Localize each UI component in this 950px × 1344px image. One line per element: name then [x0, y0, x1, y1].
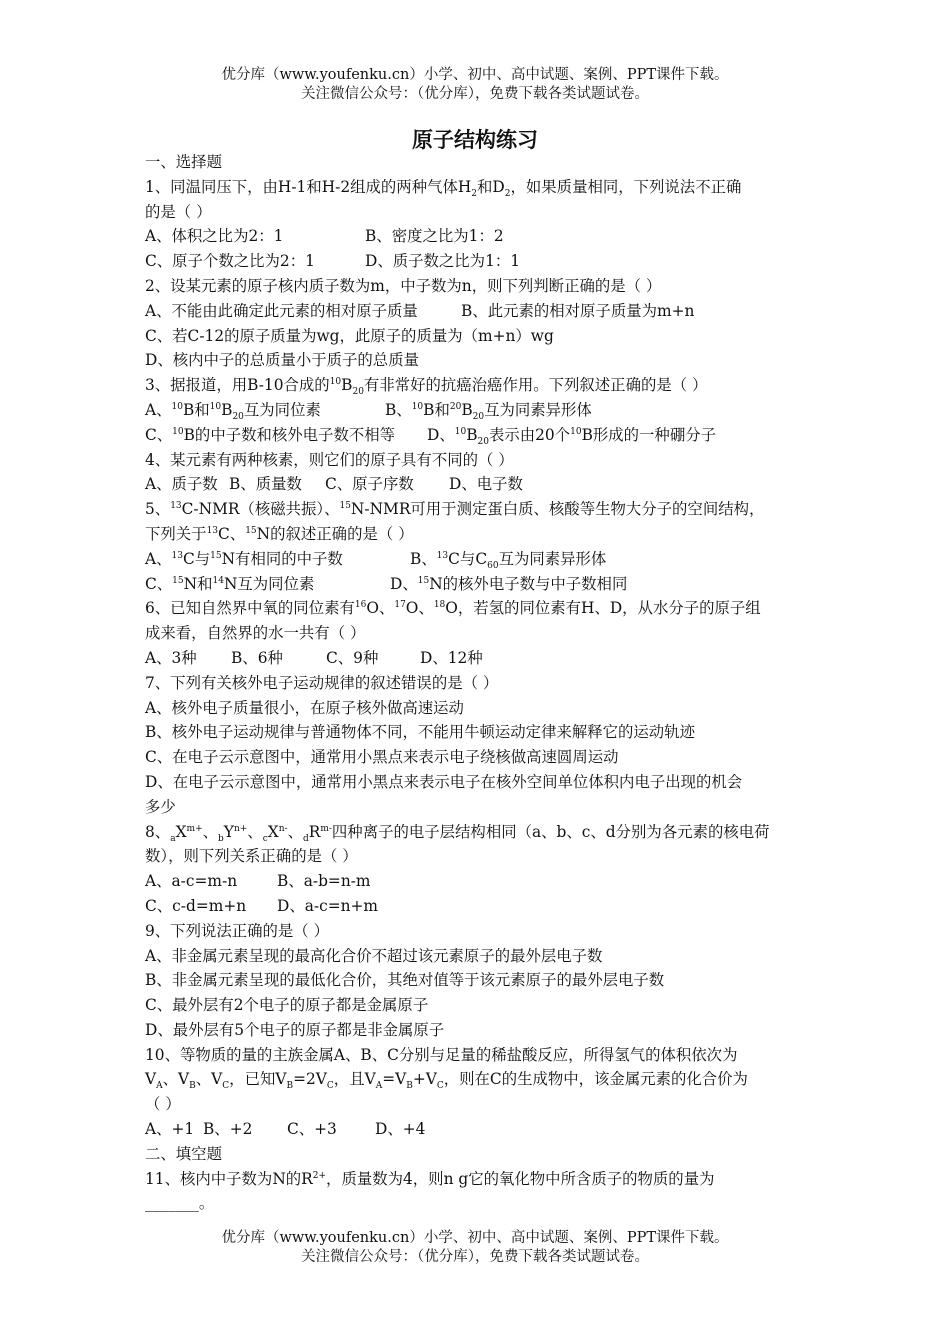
question-7-option-d: D、在电子云示意图中，通常用小黑点来表示电子在核外空间单位体积内电子出现的机会: [145, 772, 743, 791]
page-footer: [0, 1229, 950, 1267]
page-header: [0, 66, 950, 104]
question-4-stem: 4、某元素有两种核素，则它们的原子具有不同的（ ）: [145, 450, 514, 469]
question-7-option-d-cont: 多少: [145, 797, 176, 816]
question-5-stem-cont: 下列关于$^{13}$C、$^{15}$N的叙述正确的是（ ）: [145, 524, 414, 543]
question-6-options: A、3种 B、6种 C、9种 D、12种: [145, 648, 483, 667]
question-2-stem: 2、设某元素的原子核内质子数为m，中子数为n，则下列判断正确的是（ ）: [145, 276, 662, 295]
question-9-option-a: A、非金属元素呈现的最高化合价不超过该元素原子的最外层电子数: [145, 946, 603, 965]
question-7-option-b: B、核外电子运动规律与普通物体不同，不能用牛顿运动定律来解释它的运动轨迹: [145, 723, 695, 742]
document-title: 原子结构练习: [412, 128, 538, 152]
question-6-stem: 6、已知自然界中氧的同位素有$^{16}$O、$^{17}$O、$^{18}$O，若氢的同位素有H、D，从水分子的原子组: [145, 599, 761, 618]
question-3-options-cd: C、$^{10}$B的中子数和核外电子数不相等 D、$^{10}B_{20}$表示由20个$^{10}$B形成的一种硼分子: [145, 425, 716, 447]
question-8-options-cd: C、c-d=m+n D、a-c=n+m: [145, 896, 379, 915]
question-3-options-ab: A、$^{10}$B和$^{10}B_{20}$互为同位素 B、$^{10}$B和$^{20}B_{20}$互为同素异形体: [145, 400, 592, 423]
question-11-stem: 11、核内中子数为N的$R^{2+}$，质量数为4，则n g它的氧化物中所含质子的物质的量为: [145, 1169, 715, 1188]
header-line-1: 优分库（www.youfenku.cn）小学、初中、高中试题、案例、PPT课件下载。: [221, 67, 729, 83]
question-1-options-ab: A、体积之比为2：1 B、密度之比为1：2: [145, 227, 504, 246]
question-5-options-cd: C、$^{15}$N和$^{14}$N互为同位素 D、$^{15}$N的核外电子数与中子数相同: [145, 574, 628, 593]
question-10-stem-end: （ ）: [145, 1095, 181, 1114]
question-2-option-d: D、核内中子的总质量小于质子的总质量: [145, 351, 419, 370]
section-heading-fill: 二、填空题: [145, 1144, 222, 1163]
question-2-option-c: C、若C-12的原子质量为wg，此原子的质量为（m+n）wg: [145, 326, 554, 345]
header-line-2: 关注微信公众号：（优分库），免费下载各类试题试卷。: [301, 86, 649, 102]
question-8-options-ab: A、a-c=m-n B、a-b=n-m: [145, 872, 371, 891]
question-10-stem: 10、等物质的量的主族金属A、B、C分别与足量的稀盐酸反应，所得氢气的体积依次为: [145, 1045, 738, 1064]
question-4-options: A、质子数 B、质量数 C、原子序数 D、电子数: [145, 475, 523, 494]
question-9-stem: 9、下列说法正确的是（ ）: [145, 921, 329, 940]
question-7-option-a: A、核外电子质量很小，在原子核外做高速运动: [145, 698, 464, 717]
question-9-option-c: C、最外层有2个电子的原子都是金属原子: [145, 996, 429, 1015]
question-7-stem: 7、下列有关核外电子运动规律的叙述错误的是（ ）: [145, 673, 499, 692]
question-10-stem-cont: $V_A$、$V_B$、$V_C$，已知$V_B=2V_C$，且$V_A=V_B+V_C$，则在C的生成物中，该金属元素的化合价为: [145, 1070, 748, 1092]
question-9-option-d: D、最外层有5个电子的原子都是非金属原子: [145, 1020, 445, 1039]
document-body: [145, 150, 807, 1216]
question-1-stem-cont: 的是（ ）: [145, 202, 212, 221]
question-5-options-ab: A、$^{13}$C与$^{15}$N有相同的中子数 B、$^{13}$C与$C_{60}$互为同素异形体: [145, 549, 607, 571]
question-8-stem: 8、$_aX^{m+}$、$_bY^{n+}$、$_cX^{n-}$、$_dR^{m-}$四种离子的电子层结构相同（a、b、c、d分别为各元素的核电荷: [145, 822, 770, 844]
question-9-option-b: B、非金属元素呈现的最低化合价，其绝对值等于该元素原子的最外层电子数: [145, 971, 665, 990]
question-8-stem-cont: 数），则下列关系正确的是（ ）: [145, 847, 358, 866]
question-6-stem-cont: 成来看，自然界的水一共有（ ）: [145, 624, 366, 643]
footer-line-2: 关注微信公众号：（优分库），免费下载各类试题试卷。: [301, 1249, 649, 1265]
question-1-stem: 1、同温同压下，由H-1和H-2组成的两种气体$H_2$和$D_2$，如果质量相同，下列说法不正确: [145, 177, 742, 199]
question-11-answer-blank: _______。: [145, 1194, 215, 1213]
question-1-options-cd: C、原子个数之比为2：1 D、质子数之比为1：1: [145, 252, 521, 271]
question-5-stem: 5、$^{13}$C-NMR（核磁共振）、$^{15}$N-NMR可用于测定蛋白质、核酸等生物大分子的空间结构，: [145, 500, 765, 519]
question-3-stem: 3、据报道，用B-10合成的$^{10}B_{20}$有非常好的抗癌治癌作用。下列叙述正确的是（ ）: [145, 376, 708, 398]
section-heading-choice: 一、选择题: [145, 153, 222, 171]
question-7-option-c: C、在电子云示意图中，通常用小黑点来表示电子绕核做高速圆周运动: [145, 748, 619, 767]
footer-line-1: 优分库（www.youfenku.cn）小学、初中、高中试题、案例、PPT课件下载。: [221, 1230, 729, 1246]
question-10-options: A、+1 B、+2 C、+3 D、+4: [145, 1120, 426, 1139]
question-2-options-ab: A、不能由此确定此元素的相对原子质量 B、此元素的相对原子质量为m+n: [145, 301, 695, 320]
